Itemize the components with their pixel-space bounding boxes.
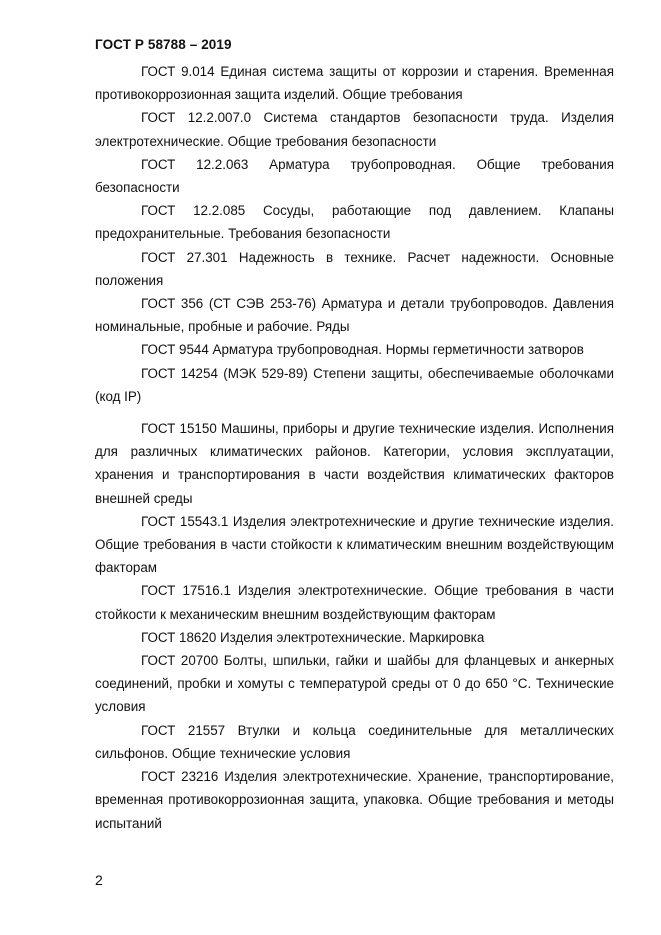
reference-item: ГОСТ 23216 Изделия электротехнические. Хранение, транспортирование, временная противокоррозионная защита, упаковка. Общие требования и методы испытаний	[95, 769, 614, 831]
normative-references-list	[95, 60, 614, 835]
reference-item: ГОСТ 12.2.063 Арматура трубопроводная. Общие требования безопасности	[95, 156, 614, 196]
reference-item: ГОСТ 15543.1 Изделия электротехнические и другие технические изделия. Общие требования в части стойкости к климатическим внешним воздействующим факторам	[95, 513, 614, 576]
reference-item: ГОСТ 27.301 Надежность в технике. Расчет надежности. Основные положения	[95, 249, 614, 288]
reference-item: ГОСТ 20700 Болты, шпильки, гайки и шайбы для фланцевых и анкерных соединений, пробки и хомуты с температурой среды от 0 до 650 °С. Технические условия	[95, 653, 614, 715]
reference-item: ГОСТ 14254 (МЭК 529-89) Степени защиты, обеспечиваемые оболочками (код IP)	[95, 365, 614, 404]
standard-code-header: ГОСТ Р 58788 – 2019	[95, 37, 232, 52]
reference-item: ГОСТ 12.2.085 Сосуды, работающие под давлением. Клапаны предохранительные. Требования безопасности	[95, 203, 614, 242]
reference-item: ГОСТ 17516.1 Изделия электротехнические. Общие требования в части стойкости к механическим внешним воздействующим факторам	[95, 583, 614, 622]
reference-item: ГОСТ 9544 Арматура трубопроводная. Нормы герметичности затворов	[141, 342, 584, 358]
reference-item: ГОСТ 21557 Втулки и кольца соединительные для металлических сильфонов. Общие технические условия	[95, 722, 614, 761]
reference-item: ГОСТ 356 (СТ СЭВ 253-76) Арматура и детали трубопроводов. Давления номинальные, пробные и рабочие. Ряды	[95, 296, 614, 335]
reference-item: ГОСТ 9.014 Единая система защиты от коррозии и старения. Временная противокоррозионная защита изделий. Общие требования	[95, 64, 614, 103]
reference-item: ГОСТ 18620 Изделия электротехнические. Маркировка	[141, 629, 485, 645]
reference-item: ГОСТ 15150 Машины, приборы и другие технические изделия. Исполнения для различных климатических районов. Категории, условия эксплуатации, хранения и транспортирования в части воздействия климатических факторов внешней среды	[95, 421, 614, 506]
page-number: 2	[95, 872, 103, 888]
reference-item: ГОСТ 12.2.007.0 Система стандартов безопасности труда. Изделия электротехнические. Общие требования безопасности	[95, 110, 614, 149]
